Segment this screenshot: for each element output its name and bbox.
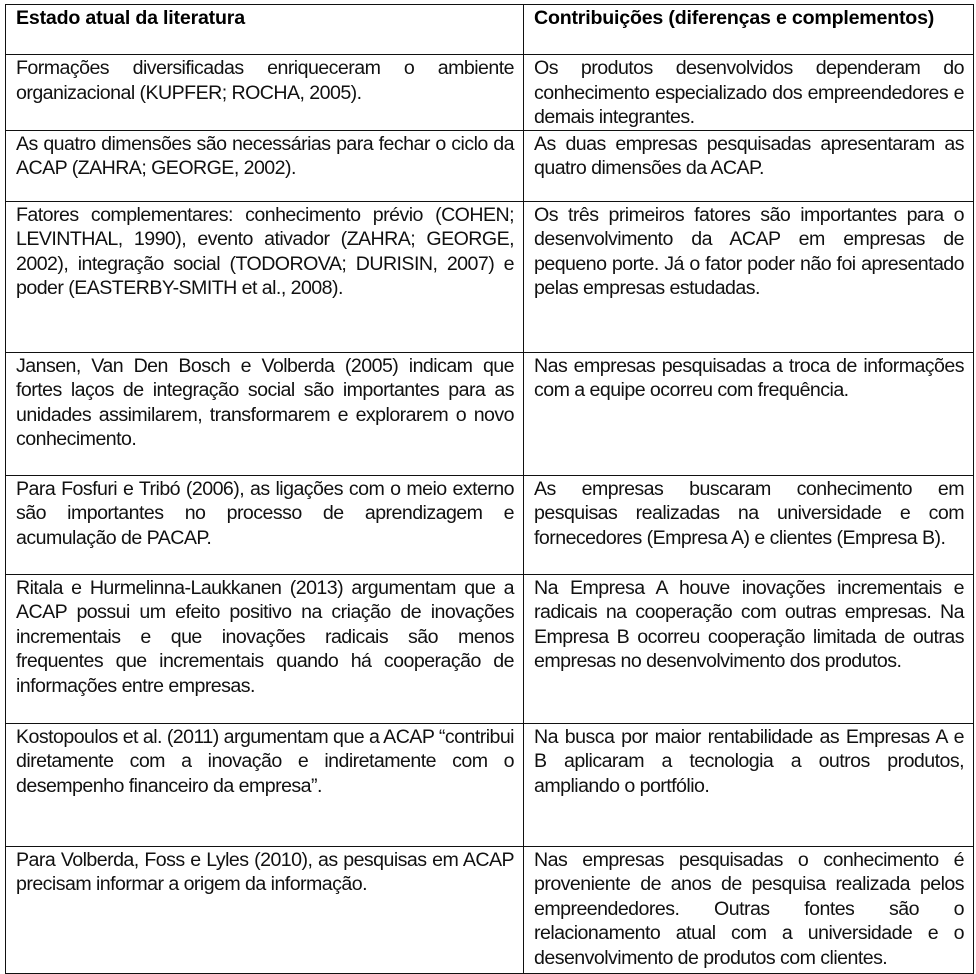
table-row: [6, 352, 974, 475]
table-row: [6, 475, 974, 574]
table-row: [6, 723, 974, 846]
cell-contribution: Nas empresas pesquisadas o conhecimento é proveniente de anos de pesquisa realizada pelos empreendedores. Outras fontes são o relacionamento atual com a universidade e o desenvolvimento de produtos com clientes.: [524, 846, 974, 973]
table-row: [6, 55, 974, 131]
cell-literature: Kostopoulos et al. (2011) argumentam que a ACAP “contribui diretamente com a inovação e indiretamente com o desempenho financeiro da empresa”.: [6, 723, 524, 846]
table-row: [6, 574, 974, 723]
cell-contribution: Os três primeiros fatores são importantes para o desenvolvimento da ACAP em empresas de pequeno porte. Já o fator poder não foi apresentado pelas empresas estudadas.: [524, 201, 974, 352]
cell-literature: Para Volberda, Foss e Lyles (2010), as pesquisas em ACAP precisam informar a origem da informação.: [6, 846, 524, 973]
table-row: [6, 846, 974, 973]
cell-contribution: As empresas buscaram conhecimento em pesquisas realizadas na universidade e com fornecedores (Empresa A) e clientes (Empresa B).: [524, 475, 974, 574]
cell-literature: As quatro dimensões são necessárias para fechar o ciclo da ACAP (ZAHRA; GEORGE, 2002).: [6, 130, 524, 201]
header-literature: Estado atual da literatura: [6, 5, 524, 55]
header-contributions: Contribuições (diferenças e complementos): [524, 5, 974, 55]
cell-contribution: Nas empresas pesquisadas a troca de informações com a equipe ocorreu com frequência.: [524, 352, 974, 475]
cell-contribution: Na Empresa A houve inovações incrementais e radicais na cooperação com outras empresas. Na Empresa B ocorreu cooperação limitada de outras empresas no desenvolvimento dos produtos.: [524, 574, 974, 723]
table-row: [6, 201, 974, 352]
cell-contribution: As duas empresas pesquisadas apresentaram as quatro dimensões da ACAP.: [524, 130, 974, 201]
cell-literature: Fatores complementares: conhecimento prévio (COHEN; LEVINTHAL, 1990), evento ativador (ZAHRA; GEORGE, 2002), integração social (TODOROVA; DURISIN, 2007) e poder (EASTERBY-SMITH et al., 2008).: [6, 201, 524, 352]
cell-contribution: Na busca por maior rentabilidade as Empresas A e B aplicaram a tecnologia a outros produtos, ampliando o portfólio.: [524, 723, 974, 846]
cell-contribution: Os produtos desenvolvidos dependeram do conhecimento especializado dos empreendedores e demais integrantes.: [524, 55, 974, 131]
cell-literature: Para Fosfuri e Tribó (2006), as ligações com o meio externo são importantes no processo de aprendizagem e acumulação de PACAP.: [6, 475, 524, 574]
cell-literature: Ritala e Hurmelinna-Laukkanen (2013) argumentam que a ACAP possui um efeito positivo na criação de inovações incrementais e que inovações radicais são menos frequentes que incrementais quando há cooperação de informações entre empresas.: [6, 574, 524, 723]
cell-literature: Jansen, Van Den Bosch e Volberda (2005) indicam que fortes laços de integração social são importantes para as unidades assimilarem, transformarem e explorarem o novo conhecimento.: [6, 352, 524, 475]
table-header-row: [6, 5, 974, 55]
cell-literature: Formações diversificadas enriqueceram o ambiente organizacional (KUPFER; ROCHA, 2005).: [6, 55, 524, 131]
literature-comparison-table: [5, 4, 974, 974]
table-row: [6, 130, 974, 201]
